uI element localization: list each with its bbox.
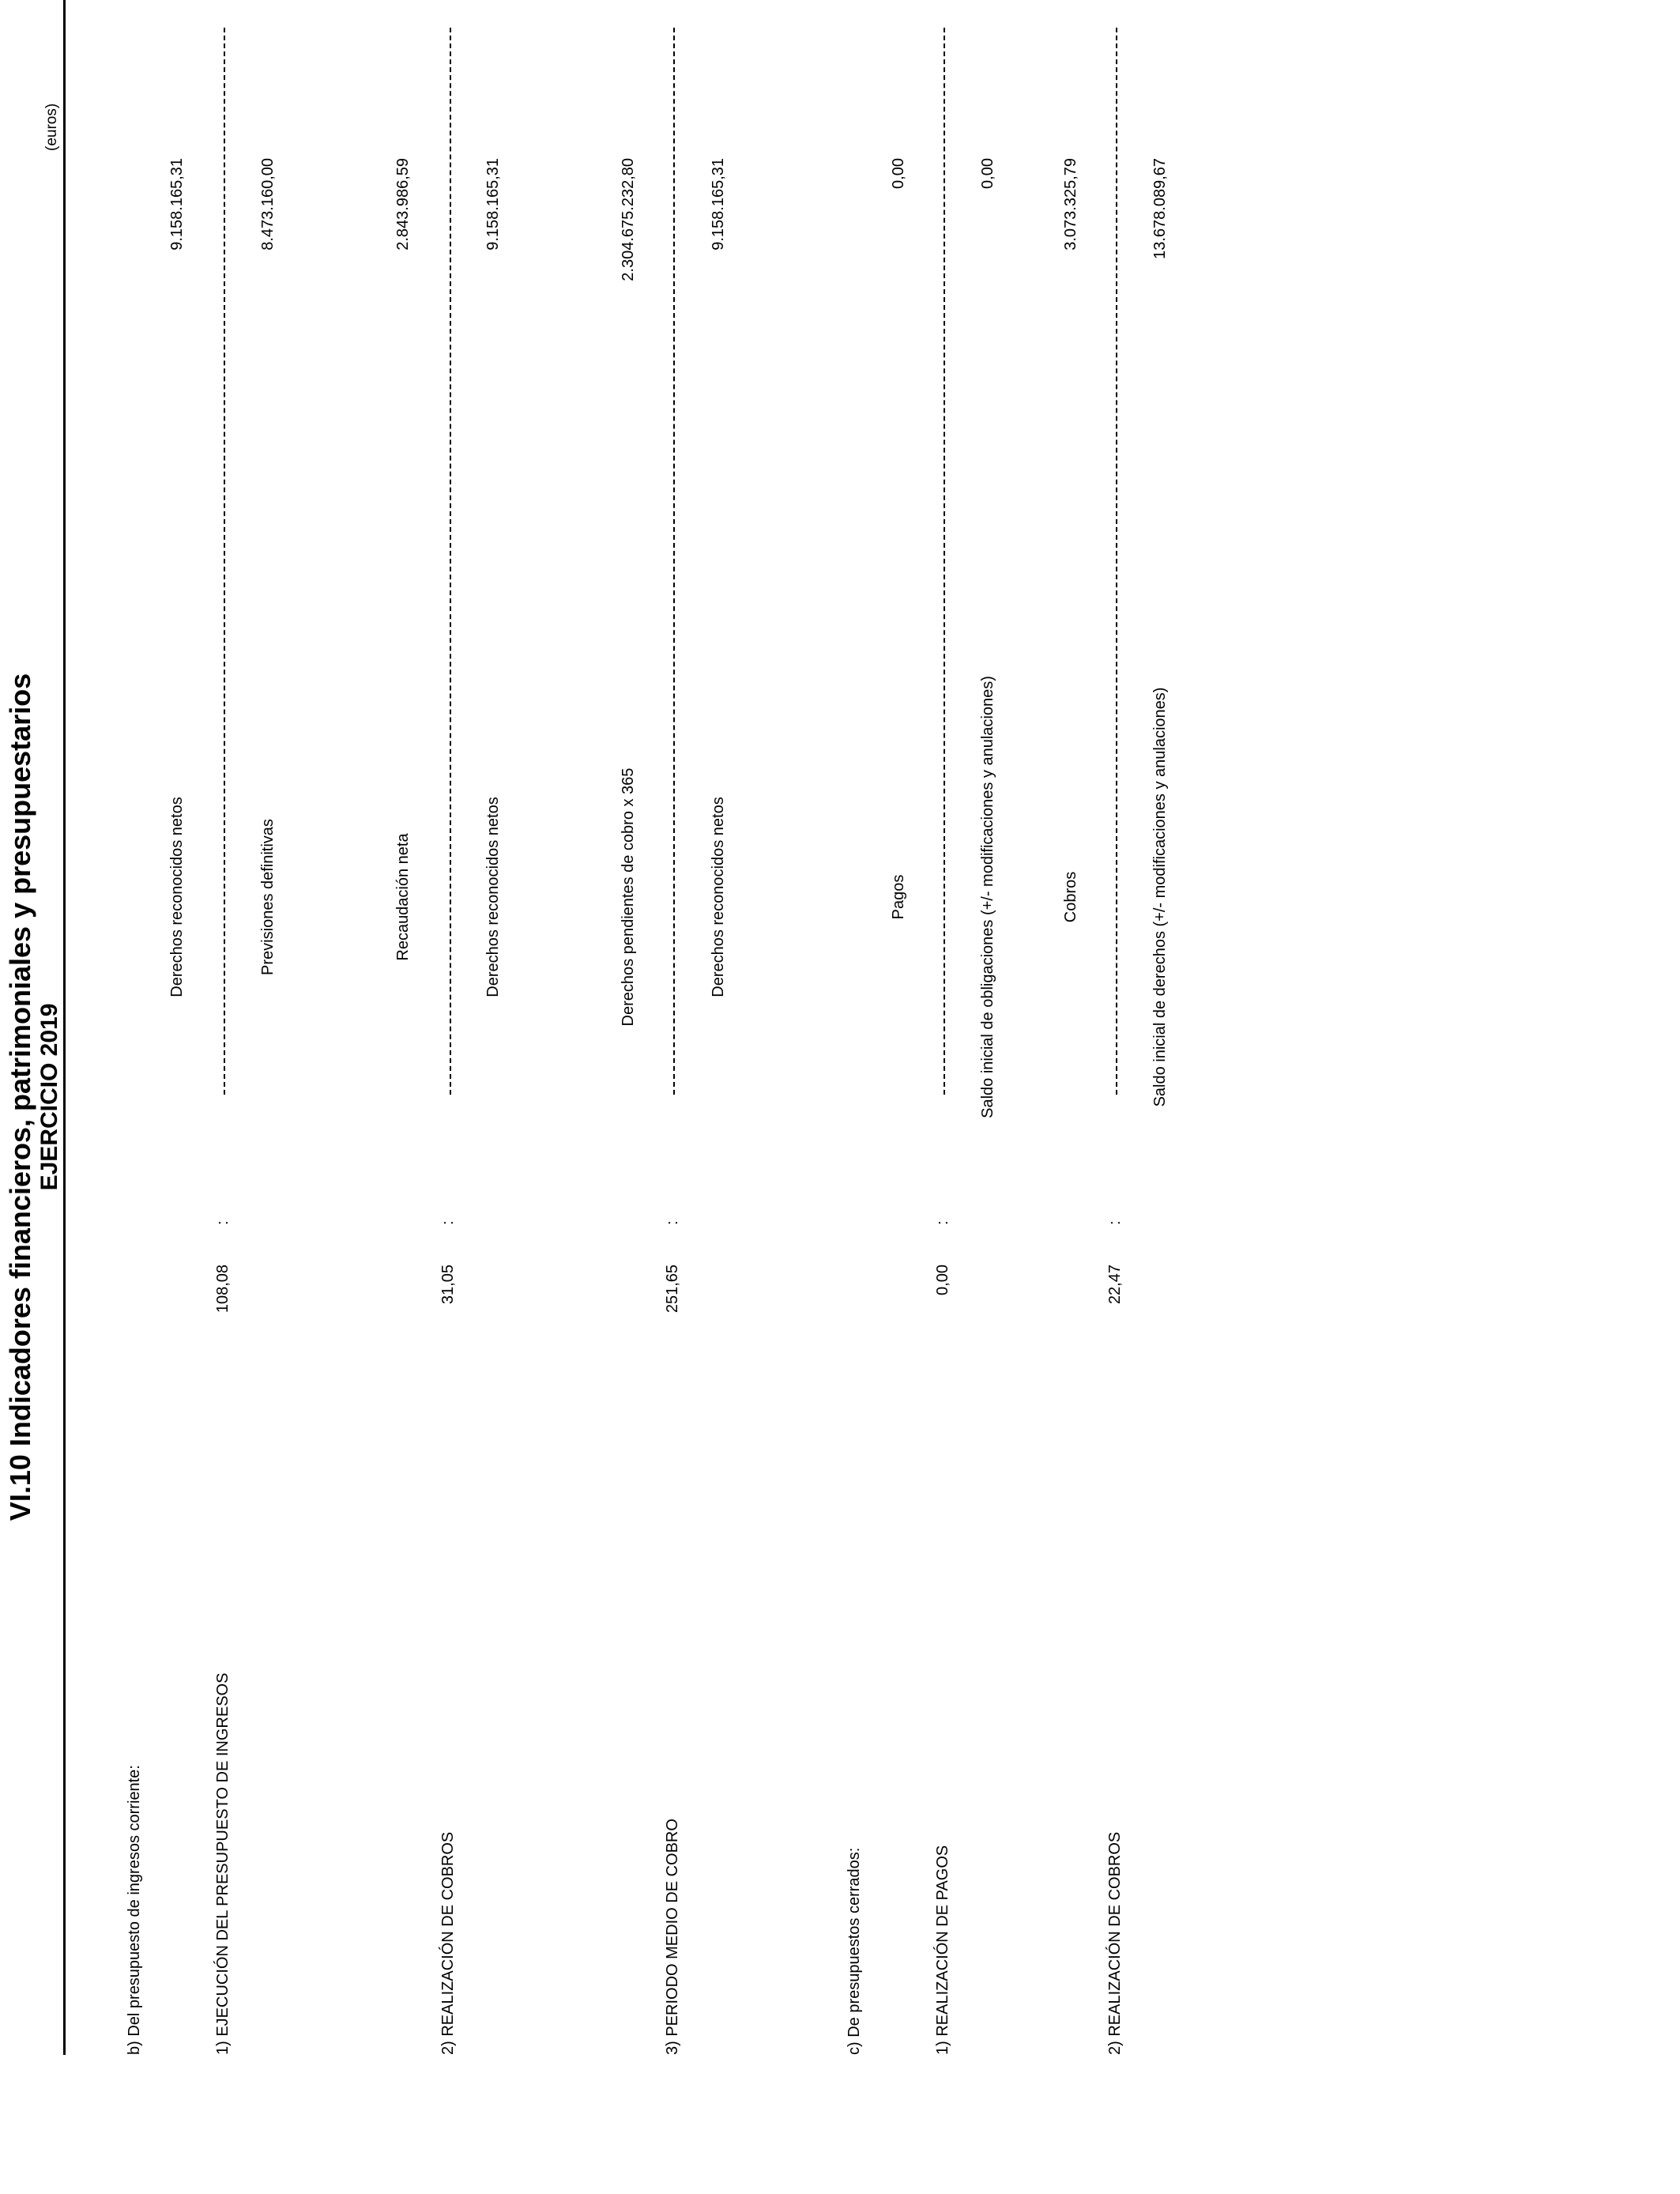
indicator-value-periodo-medio: 251,65 — [664, 1265, 681, 1314]
numerator-label-periodo-medio: Derechos pendientes de cobro x 365 — [620, 767, 637, 1027]
denominator-value-periodo-medio: 9.158.165,31 — [710, 158, 727, 251]
denominator-label-realizacion-cobros: Derechos reconocidos netos — [484, 797, 502, 997]
indicator-value-realizacion-cobros-cerrados: 22,47 — [1106, 1265, 1124, 1305]
denominator-label-realizacion-pagos: Saldo inicial de obligaciones (+/- modificaciones y anulaciones) — [979, 676, 996, 1118]
section-heading-presupuestos-cerrados: c) De presupuestos cerrados: — [846, 1847, 863, 2055]
section-heading-ingresos-corriente: b) Del presupuesto de ingresos corriente: — [126, 1765, 143, 2055]
denominator-value-realizacion-cobros: 9.158.165,31 — [484, 158, 502, 251]
indicator-label-periodo-medio: 3) PERIODO MEDIO DE COBRO — [664, 1819, 681, 2055]
numerator-label-realizacion-pagos: Pagos — [890, 874, 907, 920]
page-subtitle: EJERCICIO 2019 — [36, 1003, 62, 1191]
numerator-label-realizacion-cobros-cerrados: Cobros — [1062, 871, 1079, 923]
denominator-label-periodo-medio: Derechos reconocidos netos — [710, 797, 727, 997]
denominator-label-ejecucion: Previsiones definitivas — [259, 819, 277, 975]
denominator-value-realizacion-pagos: 0,00 — [979, 158, 996, 189]
denominator-label-realizacion-cobros-cerrados: Saldo inicial de derechos (+/- modificaciones y anulaciones) — [1151, 687, 1169, 1107]
numerator-value-realizacion-pagos: 0,00 — [890, 158, 907, 189]
indicator-separator: : — [664, 1220, 681, 1225]
indicator-separator: : — [1106, 1220, 1124, 1225]
denominator-value-realizacion-cobros-cerrados: 13.678.089,67 — [1151, 158, 1169, 259]
indicator-separator: : — [214, 1220, 232, 1225]
numerator-value-realizacion-cobros-cerrados: 3.073.325,79 — [1062, 158, 1079, 251]
indicator-separator: : — [439, 1220, 457, 1225]
indicator-label-realizacion-cobros: 2) REALIZACIÓN DE COBROS — [439, 1831, 457, 2055]
page-title: VI.10 Indicadores financieros, patrimoniales y presupuestarios — [4, 673, 36, 1521]
fraction-line-realizacion-cobros — [450, 28, 451, 1095]
indicator-label-realizacion-cobros-cerrados: 2) REALIZACIÓN DE COBROS — [1106, 1831, 1124, 2055]
indicator-value-ejecucion: 108,08 — [214, 1265, 232, 1314]
numerator-label-realizacion-cobros: Recaudación neta — [394, 833, 412, 961]
header-rule — [63, 0, 66, 2055]
fraction-line-ejecucion — [224, 28, 225, 1095]
units-label: (euros) — [43, 103, 60, 151]
indicator-label-ejecucion: 1) EJECUCIÓN DEL PRESUPUESTO DE INGRESOS — [214, 1672, 232, 2055]
numerator-value-realizacion-cobros: 2.843.986,59 — [394, 158, 412, 251]
denominator-value-ejecucion: 8.473.160,00 — [259, 158, 277, 251]
fraction-line-realizacion-cobros-cerrados — [1116, 28, 1117, 1095]
numerator-label-ejecucion: Derechos reconocidos netos — [168, 797, 186, 997]
numerator-value-periodo-medio: 2.304.675.232,80 — [620, 158, 637, 281]
numerator-value-ejecucion: 9.158.165,31 — [168, 158, 186, 251]
indicator-separator: : — [934, 1220, 951, 1225]
fraction-line-realizacion-pagos — [944, 28, 945, 1095]
indicator-value-realizacion-pagos: 0,00 — [934, 1265, 951, 1295]
indicator-value-realizacion-cobros: 31,05 — [439, 1265, 457, 1305]
indicator-label-realizacion-pagos: 1) REALIZACIÓN DE PAGOS — [934, 1845, 951, 2055]
fraction-line-periodo-medio — [673, 28, 675, 1095]
